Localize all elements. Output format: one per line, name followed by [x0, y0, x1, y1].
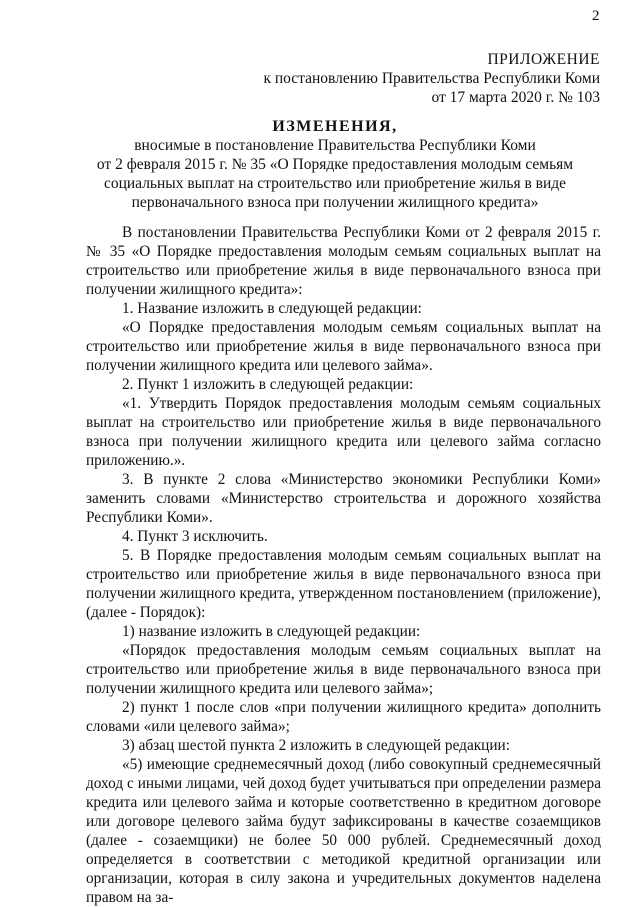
document-body	[86, 223, 601, 907]
paragraph-quote-1: «О Порядке предоставления молодым семьям социальных выплат на строительство или приобретение жилья в виде первоначального взноса при получении жилищного кредита или целевого займа».	[86, 319, 601, 374]
document-heading	[30, 117, 640, 212]
appendix-title: ПРИЛОЖЕНИЕ	[487, 51, 600, 68]
paragraph-item-1: 1. Название изложить в следующей редакции:	[122, 300, 422, 317]
paragraph-quote-2: «1. Утвердить Порядок предоставления молодым семьям социальных выплат на строительство или приобретение жилья в виде первоначального взноса при получении жилищного кредита или целевого займа согласно приложению.».	[86, 395, 601, 469]
heading-line-3: социальных выплат на строительство или приобретение жилья в виде	[103, 175, 567, 192]
paragraph-subitem-2: 2) пункт 1 после слов «при получении жилищного кредита» дополнить словами «или целевого займа»;	[86, 699, 601, 735]
page-number: 2	[592, 8, 600, 24]
paragraph-quote-4: «5) имеющие среднемесячный доход (либо совокупный среднемесячный доход с иными лицами, чей доход будет учитываться при определении размера кредита или целевого займа и которые соответственно в кредитном договоре или договоре целевого займа будут зафиксированы в качестве созаемщиков (далее - созаемщики) не более 50 000 рублей. Среднемесячный доход определяется в соответствии с методикой кредитной организации или организации, которая в силу закона и учредительных документов наделена правом на за-	[86, 756, 601, 906]
paragraph-subitem-1: 1) название изложить в следующей редакции:	[122, 623, 421, 640]
paragraph-intro: В постановлении Правительства Республики Коми от 2 февраля 2015 г. № 35 «О Порядке предоставления молодым семьям социальных выплат на строительство или приобретение жилья в виде первоначального взноса при получении жилищного кредита»:	[86, 224, 601, 298]
heading-line-1: вносимые в постановление Правительства Республики Коми	[134, 137, 536, 154]
appendix-line-2: от 17 марта 2020 г. № 103	[431, 89, 600, 106]
paragraph-item-2: 2. Пункт 1 изложить в следующей редакции:	[122, 376, 414, 393]
heading-title: ИЗМЕНЕНИЯ,	[272, 118, 398, 135]
heading-line-4: первоначального взноса при получении жилищного кредита»	[131, 194, 539, 211]
paragraph-subitem-3: 3) абзац шестой пункта 2 изложить в следующей редакции:	[122, 737, 510, 754]
paragraph-item-3: 3. В пункте 2 слова «Министерство экономики Республики Коми» заменить словами «Министерство строительства и дорожного хозяйства Республики Коми».	[86, 471, 601, 526]
appendix-line-1: к постановлению Правительства Республики Коми	[263, 70, 600, 87]
heading-line-2: от 2 февраля 2015 г. № 35 «О Порядке предоставления молодым семьям	[96, 156, 574, 173]
paragraph-item-4: 4. Пункт 3 исключить.	[122, 528, 268, 545]
paragraph-quote-3: «Порядок предоставления молодым семьям социальных выплат на строительство или приобретение жилья в виде первоначального взноса при получении жилищного кредита или целевого займа»;	[86, 642, 601, 697]
appendix-block	[263, 50, 600, 107]
paragraph-item-5: 5. В Порядке предоставления молодым семьям социальных выплат на строительство или приобретение жилья в виде первоначального взноса при получении жилищного кредита, утвержденном постановлением (приложение), (далее - Порядок):	[86, 547, 601, 621]
